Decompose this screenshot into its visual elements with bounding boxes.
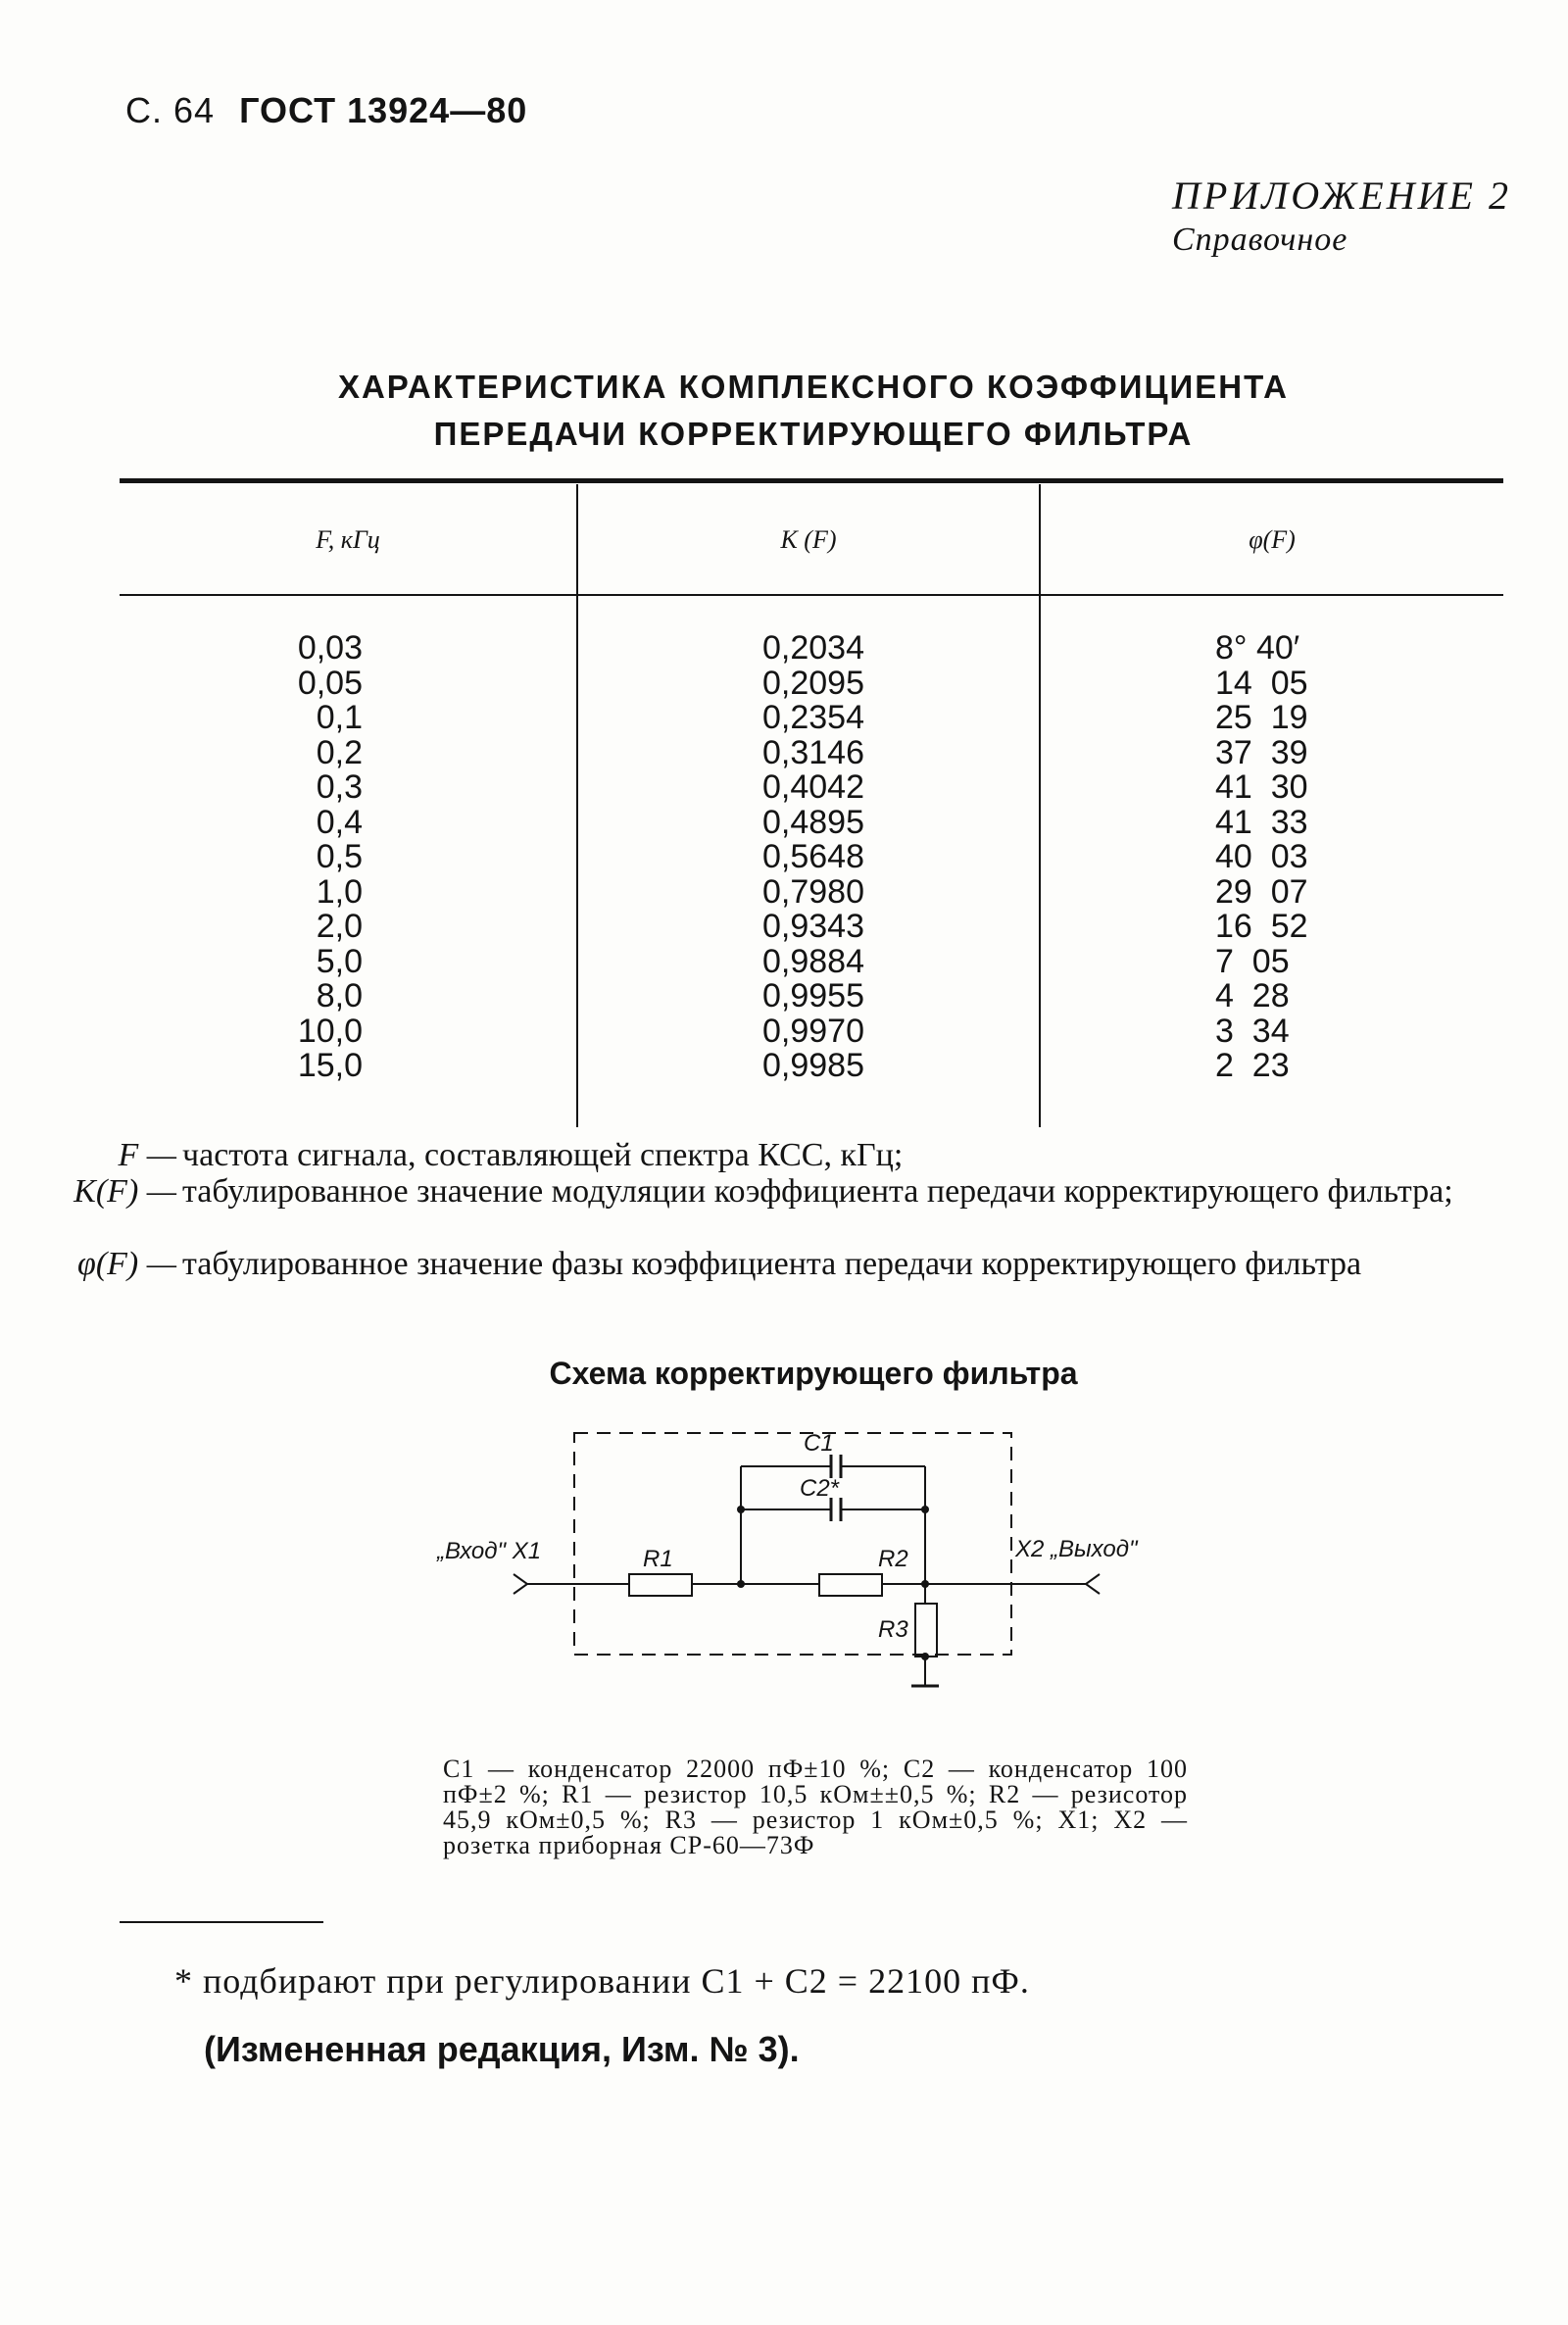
table-cell-phi: 37 39 (1215, 733, 1308, 771)
table-cell-phi: 25 19 (1215, 699, 1308, 736)
table-column-divider-2 (1039, 484, 1041, 1127)
table-cell-frequency: 0,2 (316, 733, 363, 771)
document-title-line-1: ХАРАКТЕРИСТИКА КОМПЛЕКСНОГО КОЭФФИЦИЕНТА (337, 369, 1290, 405)
input-terminal (514, 1574, 527, 1594)
table-column-divider-1 (576, 484, 578, 1127)
table-cell-phi: 7 05 (1215, 942, 1290, 980)
legend-text: табулированное значение фазы коэффициента передачи корректирующего фильтра (182, 1246, 1362, 1282)
footnote: * подбирают при регулировании C1 + C2 = 22100 пФ. (174, 1961, 1030, 2001)
output-terminal (1086, 1574, 1100, 1594)
table-cell-phi: 40 03 (1215, 838, 1308, 875)
table-cell-k: 0,9985 (762, 1047, 864, 1084)
label-c1: C1 (804, 1430, 834, 1457)
label-r2: R2 (878, 1546, 908, 1572)
table-cell-k: 0,5648 (762, 838, 864, 875)
table-cell-k: 0,4895 (762, 803, 864, 841)
scheme-caption: C1 — конденсатор 22000 пФ±10 %; C2 — конденсатор 100 пФ±2 %; R1 — резистор 10,5 кОм±±0,5 %; R2 — резисотор 45,9 кОм±0,5 %; R3 — резистор 1 кОм±0,5 %; X1; X2 — розетка приборная СР-60—73Ф (443, 1755, 1188, 1859)
table-cell-frequency: 0,05 (297, 664, 363, 702)
table-cell-phi: 16 52 (1215, 908, 1308, 945)
table-column-frequency (225, 631, 363, 1084)
legend-text: частота сигнала, составляющей спектра КСС, кГц; (182, 1137, 904, 1173)
legend-symbol: φ(F) — (77, 1246, 176, 1282)
page-number: С. 64 (125, 90, 216, 130)
table-cell-k: 0,9970 (762, 1012, 864, 1050)
junction-dot (737, 1506, 745, 1513)
label-input: „Вход" X1 (437, 1538, 542, 1564)
table-header-k: K (F) (780, 525, 837, 554)
table-column-k (745, 631, 882, 1084)
table-cell-phi: 3 34 (1215, 1012, 1290, 1050)
r1-resistor (629, 1574, 692, 1596)
table-cell-phi: 41 30 (1215, 768, 1308, 806)
edition-note: (Измененная редакция, Изм. № 3). (204, 2029, 800, 2069)
label-r3: R3 (878, 1616, 908, 1643)
junction-dot (921, 1506, 929, 1513)
table-top-rule (120, 478, 1503, 483)
table-header-rule (120, 594, 1503, 596)
legend-symbol: F — (118, 1137, 176, 1173)
table-cell-phi: 41 33 (1215, 803, 1308, 841)
table-cell-k: 0,2034 (762, 629, 864, 667)
label-output: X2 „Выход" (1015, 1536, 1138, 1562)
footnote-rule (120, 1921, 323, 1923)
junction-dot (921, 1653, 929, 1660)
appendix-subtitle: Справочное (1172, 222, 1348, 258)
table-cell-phi: 8° 40′ (1215, 629, 1300, 667)
table-cell-phi: 29 07 (1215, 872, 1308, 911)
table-cell-phi: 2 23 (1215, 1047, 1290, 1084)
table-header-frequency: F, кГц (316, 525, 380, 554)
legend-text: табулированное значение модуляции коэффициента передачи корректирующего фильтра; (182, 1173, 1453, 1210)
table-cell-k: 0,7980 (762, 872, 864, 911)
table-cell-frequency: 0,4 (316, 803, 363, 841)
table-cell-k: 0,2354 (762, 699, 864, 736)
document-title-line-2: ПЕРЕДАЧИ КОРРЕКТИРУЮЩЕГО ФИЛЬТРА (433, 416, 1194, 452)
table-cell-k: 0,3146 (762, 733, 864, 771)
table-column-phi (1215, 631, 1323, 1084)
r2-resistor (819, 1574, 882, 1596)
table-cell-frequency: 15,0 (297, 1047, 363, 1084)
scheme-title: Схема корректирующего фильтра (549, 1356, 1078, 1391)
label-r1: R1 (643, 1546, 673, 1572)
table-cell-frequency: 5,0 (316, 942, 363, 980)
legend-item-k (49, 1173, 1539, 1252)
table-cell-k: 0,2095 (762, 664, 864, 702)
table-cell-k: 0,9955 (762, 977, 864, 1014)
junction-dot (921, 1580, 929, 1588)
table-cell-frequency: 0,1 (316, 699, 363, 736)
appendix-title: ПРИЛОЖЕНИЕ 2 (1172, 173, 1511, 218)
table-header-phi: φ(F) (1249, 525, 1296, 554)
legend-symbol: K(F) — (74, 1173, 176, 1210)
table-cell-frequency: 0,03 (297, 629, 363, 667)
label-c2: C2* (800, 1475, 840, 1502)
table-cell-frequency: 2,0 (316, 908, 363, 945)
table-cell-phi: 4 28 (1215, 977, 1290, 1014)
r3-resistor (915, 1604, 937, 1657)
table-cell-frequency: 1,0 (316, 872, 363, 911)
table-cell-frequency: 8,0 (316, 977, 363, 1014)
junction-dot (737, 1580, 745, 1588)
table-cell-k: 0,9343 (762, 908, 864, 945)
standard-number: ГОСТ 13924—80 (239, 90, 528, 130)
legend-item-f (49, 1137, 1539, 1176)
table-cell-phi: 14 05 (1215, 664, 1308, 702)
table-cell-frequency: 10,0 (297, 1012, 363, 1050)
table-cell-k: 0,4042 (762, 768, 864, 806)
filter-circuit-diagram (412, 1419, 1196, 1713)
table-cell-frequency: 0,3 (316, 768, 363, 806)
table-cell-frequency: 0,5 (316, 838, 363, 875)
legend-item-phi (49, 1246, 1539, 1324)
page-header (125, 90, 527, 131)
table-cell-k: 0,9884 (762, 942, 864, 980)
